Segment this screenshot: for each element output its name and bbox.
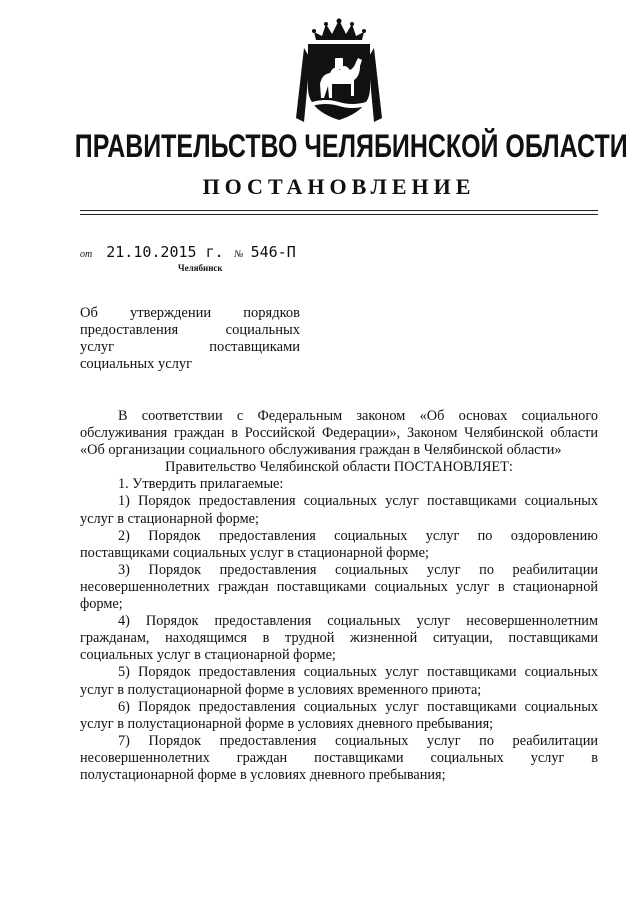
document-number: 546-П	[250, 243, 296, 261]
coat-of-arms-icon	[296, 18, 382, 122]
government-title: ПРАВИТЕЛЬСТВО ЧЕЛЯБИНСКОЙ ОБЛАСТИ	[74, 128, 628, 164]
decree-paragraph: Правительство Челябинской области ПОСТАНОВЛЯЕТ:	[165, 459, 513, 476]
subitem-paragraph: 2) Порядок предоставления социальных услуг по оздоровлению поставщиками социальных услуг в стационарной форме;	[80, 527, 598, 561]
preamble-paragraph: В соответствии с Федеральным законом «Об основах социального обслуживания граждан в Российской Федерации», Законом Челябинской области «Об организации социального обслуживания граждан в Челябинской области»	[80, 408, 598, 459]
from-label: от	[80, 249, 93, 260]
subitem-paragraph: 6) Порядок предоставления социальных услуг поставщиками социальных услуг в полустационарной форме в условиях дневного пребывания;	[80, 698, 598, 732]
item-paragraph: 1. Утвердить прилагаемые:	[118, 476, 284, 493]
subitem-paragraph: 7) Порядок предоставления социальных услуг по реабилитации несовершеннолетних граждан поставщиками социальных услуг в полустационарной форме в условиях дневного пребывания;	[80, 732, 598, 783]
date-line	[80, 243, 296, 262]
header-rule-top	[80, 210, 598, 211]
number-label: №	[234, 249, 244, 260]
city-label: Челябинск	[178, 263, 223, 273]
document-date: 21.10.2015 г.	[106, 243, 224, 261]
subitem-paragraph: 1) Порядок предоставления социальных услуг поставщиками социальных услуг в стационарной форме;	[80, 493, 598, 527]
document-body	[80, 408, 598, 784]
subitem-paragraph: 4) Порядок предоставления социальных услуг несовершеннолетним гражданам, находящимся в трудной жизненной ситуации, поставщиками социальных услуг в стационарной форме;	[80, 613, 598, 664]
subject-line: услуг поставщиками	[80, 339, 300, 355]
document-subject	[80, 305, 300, 373]
document-type: ПОСТАНОВЛЕНИЕ	[202, 174, 476, 199]
subitem-paragraph: 5) Порядок предоставления социальных услуг поставщиками социальных услуг в полустационарной форме в условиях временного приюта;	[80, 664, 598, 698]
subitem-paragraph: 3) Порядок предоставления социальных услуг по реабилитации несовершеннолетних граждан поставщиками социальных услуг в стационарной форме;	[80, 561, 598, 613]
subject-line: предоставления социальных	[80, 322, 300, 338]
header-rule-bottom	[80, 214, 598, 215]
subject-line: Об утверждении порядков	[80, 305, 300, 321]
subject-line: социальных услуг	[80, 356, 193, 372]
